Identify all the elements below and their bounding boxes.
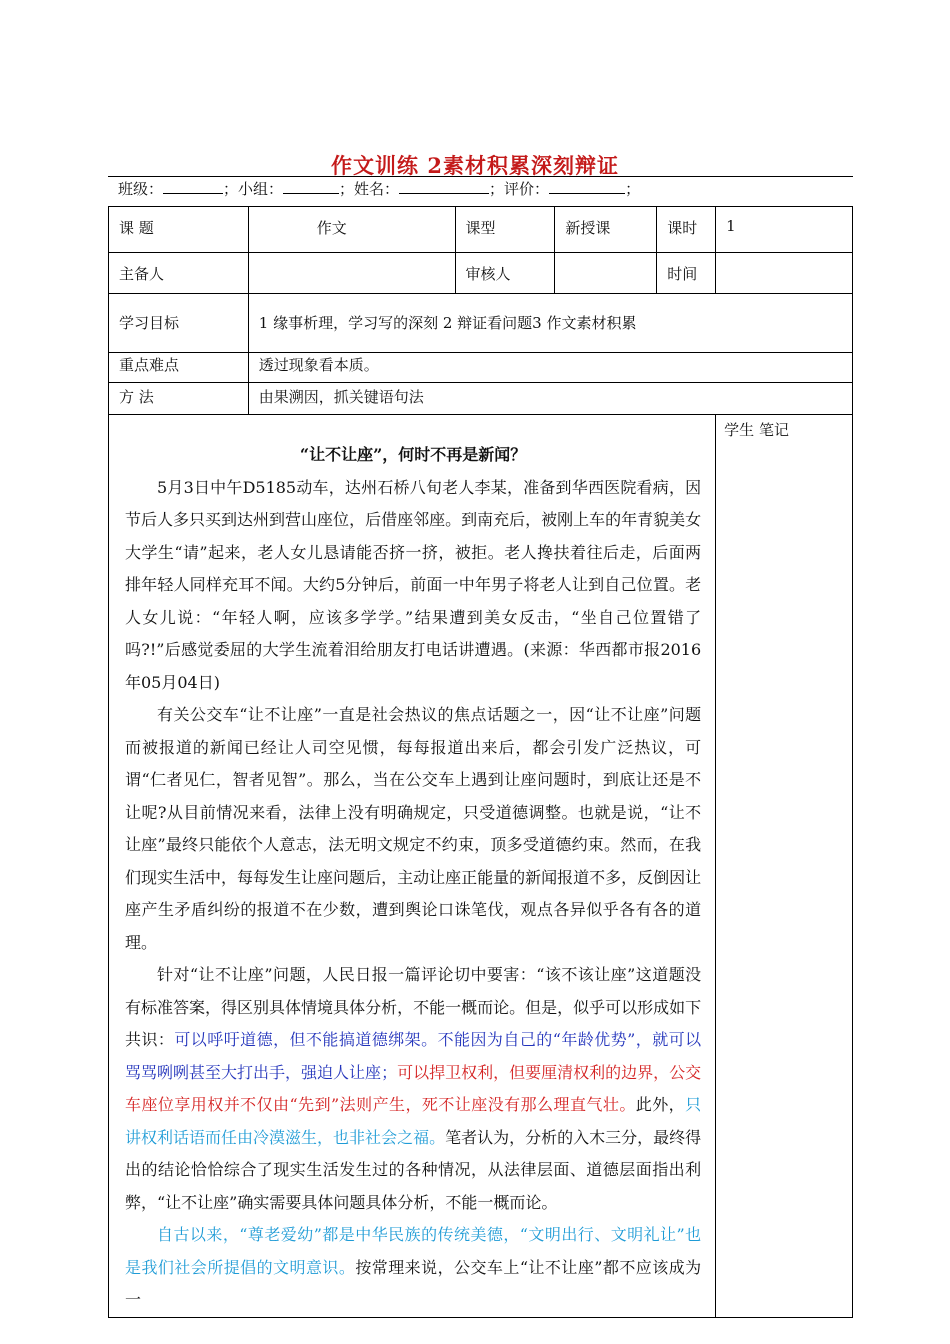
type-value: 新授课 xyxy=(555,207,657,253)
topic-label: 课 题 xyxy=(109,207,249,253)
period-label: 课时 xyxy=(657,207,716,253)
time-value xyxy=(716,253,853,294)
article xyxy=(119,415,705,1317)
student-info-line xyxy=(118,178,640,199)
reviewer-value xyxy=(555,253,657,294)
method-value: 由果溯因，抓关键语句法 xyxy=(248,383,852,415)
article-paragraph xyxy=(125,959,701,1219)
eval-blank[interactable] xyxy=(549,179,625,194)
key-label: 重点难点 xyxy=(109,353,249,383)
plain-text: 按常理来说，公交车上“让不让座”都不应该成为一 xyxy=(125,1257,702,1309)
plain-text: 笔者认为，分析的入木三分，最终得出的结论恰恰综合了现实生活发生过的各种情况，从法律层面、道德层面指出利弊，“让不让座”确实需要具体问题具体分析，不能一概而论。 xyxy=(125,1127,702,1212)
method-label: 方 法 xyxy=(109,383,249,415)
group-label: ；小组： xyxy=(223,180,284,198)
blue-highlight: 可以呼吁道德，但不能搞道德绑架。不能因为自己的“年龄优势”，就可以骂骂咧咧甚至大打出手，强迫人让座； xyxy=(125,1030,702,1082)
header-divider xyxy=(108,176,853,177)
article-cell xyxy=(109,415,716,1318)
group-blank[interactable] xyxy=(283,179,339,194)
eval-label: ；评价： xyxy=(489,180,550,198)
preparer-value xyxy=(248,253,455,294)
student-notes-column: 学生 笔记 xyxy=(716,415,853,1318)
name-label: ；姓名： xyxy=(339,180,400,198)
goal-value: 1 缘事析理，学习写的深刻 2 辩证看问题3 作文素材积累 xyxy=(248,294,852,353)
plain-text: 此外， xyxy=(635,1095,686,1114)
time-label: 时间 xyxy=(657,253,716,294)
topic-value: 作文 xyxy=(248,207,455,253)
reviewer-label: 审核人 xyxy=(455,253,555,294)
article-paragraph xyxy=(125,1219,701,1317)
cyan-highlight: 只讲权利话语而任由冷漠滋生，也非社会之福。 xyxy=(125,1095,702,1147)
class-label: 班级： xyxy=(118,180,164,198)
period-value: 1 xyxy=(716,207,853,253)
article-paragraph: 有关公交车“让不让座”一直是社会热议的焦点话题之一，因“让不让座”问题而被报道的新闻已经让人司空见惯，每每报道出来后，都会引发广泛热议，可谓“仁者见仁，智者见智”。那么，当在公交车上遇到让座问题时，到底让还是不让呢?从目前情况来看，法律上没有明确规定，只受道德调整。也就是说，“让不让座”最终只能依个人意志，法无明文规定不约束，顶多受道德约束。然而，在我们现实生活中，每每发生让座问题后，主动让座正能量的新闻报道不多，反倒因让座产生矛盾纠纷的报道不在少数，遭到舆论口诛笔伐，观点各异似乎各有各的道理。 xyxy=(125,705,702,952)
red-highlight: 可以捍卫权利，但要厘清权利的边界，公交车座位享用权并不仅由“先到”法则产生，死不让座没有那么理直气壮。 xyxy=(125,1062,702,1114)
class-blank[interactable] xyxy=(163,179,223,194)
page-title: 作文训练 2素材积累深刻辩证 xyxy=(331,153,619,178)
info-end: ； xyxy=(625,180,641,198)
lesson-plan-table xyxy=(108,206,853,1318)
goal-label: 学习目标 xyxy=(109,294,249,353)
article-heading: “让不让座”，何时不再是新闻？ xyxy=(299,445,527,464)
type-label: 课型 xyxy=(455,207,555,253)
plain-text: 针对“让不让座”问题，人民日报一篇评论切中要害：“该不该让座”这道题没有标准答案，得区别具体情境具体分析，不能一概而论。但是，似乎可以形成如下共识： xyxy=(125,965,702,1049)
key-value: 透过现象看本质。 xyxy=(248,353,852,383)
cyan-highlight: 自古以来，“尊老爱幼”都是中华民族的传统美德，“文明出行、文明礼让”也是我们社会所提倡的文明意识。 xyxy=(125,1225,702,1277)
name-blank[interactable] xyxy=(399,179,489,194)
preparer-label: 主备人 xyxy=(109,253,249,294)
article-paragraph: 5月3日中午D5185动车，达州石桥八旬老人李某，准备到华西医院看病，因节后人多只买到达州到营山座位，后借座邻座。到南充后，被刚上车的年青貌美女大学生“请”起来，老人女儿恳请能否挤一挤，被拒。老人搀扶着往后走，后面两排年轻人同样充耳不闻。大约5分钟后，前面一中年男子将老人让到自己位置。老人女儿说：“年轻人啊，应该多学学。”结果遭到美女反击，“坐自己位置错了吗?!”后感觉委屈的大学生流着泪给朋友打电话讲遭遇。(来源：华西都市报2016年05月04日) xyxy=(125,477,702,692)
